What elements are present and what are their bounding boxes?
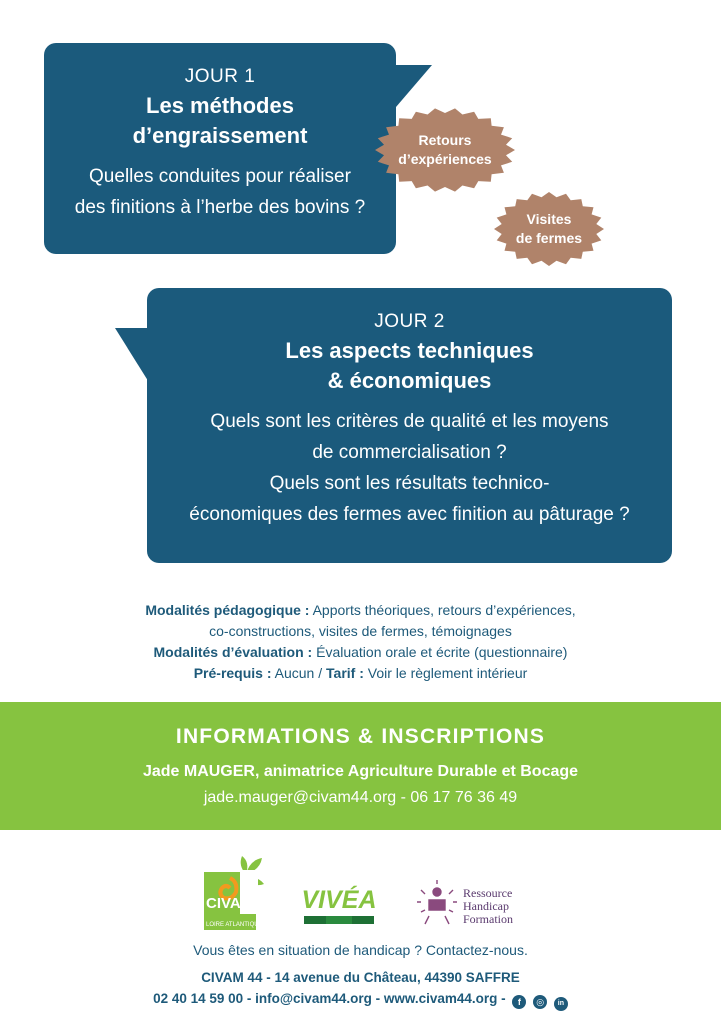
visites-badge-line1: Visites xyxy=(526,211,572,227)
day2-bubble-tail xyxy=(115,328,155,392)
day1-question-line2: des finitions à l’herbe des bovins ? xyxy=(74,197,366,218)
day2-title-line1: Les aspects techniques xyxy=(285,338,534,363)
civam-logo-name: CIVAM xyxy=(206,895,254,912)
day1-title-line1: Les méthodes xyxy=(146,93,294,118)
vivea-logo-name: VIVÉA xyxy=(301,886,377,914)
info-title: INFORMATIONS & INSCRIPTIONS xyxy=(175,725,546,748)
prerequis-tarif-line xyxy=(0,663,721,684)
ressource-handicap-formation-logo xyxy=(415,878,540,932)
modalites-section xyxy=(0,600,721,684)
tarif-text: Voir le règlement intérieur xyxy=(367,665,528,681)
civam-logo-sub: LOIRE ATLANTIQUE xyxy=(206,922,263,928)
modalite-pedagogique-line1 xyxy=(0,600,721,621)
day1-label: JOUR 1 xyxy=(184,66,256,87)
day1-question-line1: Quelles conduites pour réaliser xyxy=(89,166,351,187)
pedagogique-label: Modalités pédagogique : xyxy=(145,602,310,618)
day2-question-line4: économiques des fermes avec finition au pâturage ? xyxy=(189,504,630,525)
retours-badge-line2: d’expériences xyxy=(398,151,492,167)
retours-badge-line1: Retours xyxy=(418,132,472,148)
day2-question-line1: Quels sont les critères de qualité et les moyens xyxy=(210,411,609,432)
info-contact-name: Jade MAUGER, animatrice Agriculture Durable et Bocage xyxy=(142,763,579,780)
instagram-icon[interactable]: ◎ xyxy=(533,995,547,1009)
modalite-evaluation-line xyxy=(0,642,721,663)
day2-question-line2: de commercialisation ? xyxy=(312,442,507,463)
facebook-icon[interactable]: f xyxy=(512,995,526,1009)
day2-bubble xyxy=(147,288,672,563)
civam-address: CIVAM 44 - 14 avenue du Château, 44390 SAFFRE xyxy=(201,970,520,985)
info-inscriptions-banner xyxy=(0,702,721,830)
footer-contact-text[interactable]: 02 40 14 59 00 - info@civam44.org - www.civam44.org - xyxy=(153,991,506,1006)
day2-label: JOUR 2 xyxy=(374,311,445,332)
rhf-logo-line1: Ressource xyxy=(463,886,513,900)
evaluation-label: Modalités d’évaluation : xyxy=(153,644,313,660)
day1-title-line2: d’engraissement xyxy=(132,123,308,148)
day2-title-line2: & économiques xyxy=(327,368,492,393)
visites-badge-line2: de fermes xyxy=(515,230,583,246)
retours-experiences-badge xyxy=(375,108,515,192)
footer-contact-line xyxy=(0,988,721,1011)
pedagogique-text2: co-constructions, visites de fermes, témoignages xyxy=(209,623,512,639)
day1-bubble xyxy=(44,43,396,254)
handicap-contact-notice: Vous êtes en situation de handicap ? Contactez-nous. xyxy=(193,942,528,958)
prerequis-label: Pré-requis : xyxy=(193,665,272,681)
civam-logo xyxy=(202,852,270,932)
prerequis-text: Aucun / xyxy=(274,665,327,681)
visites-fermes-badge xyxy=(494,192,604,266)
rhf-logo-line3: Formation xyxy=(463,912,513,926)
pedagogique-text1: Apports théoriques, retours d’expériences, xyxy=(312,602,576,618)
tarif-label: Tarif : xyxy=(326,665,364,681)
info-email-phone[interactable]: jade.mauger@civam44.org - 06 17 76 36 49 xyxy=(203,789,518,806)
vivea-logo xyxy=(298,880,380,930)
evaluation-text: Évaluation orale et écrite (questionnaire) xyxy=(316,644,568,660)
rhf-logo-line2: Handicap xyxy=(463,899,509,913)
day2-question-line3: Quels sont les résultats technico- xyxy=(269,473,550,494)
linkedin-icon[interactable]: in xyxy=(554,997,568,1011)
